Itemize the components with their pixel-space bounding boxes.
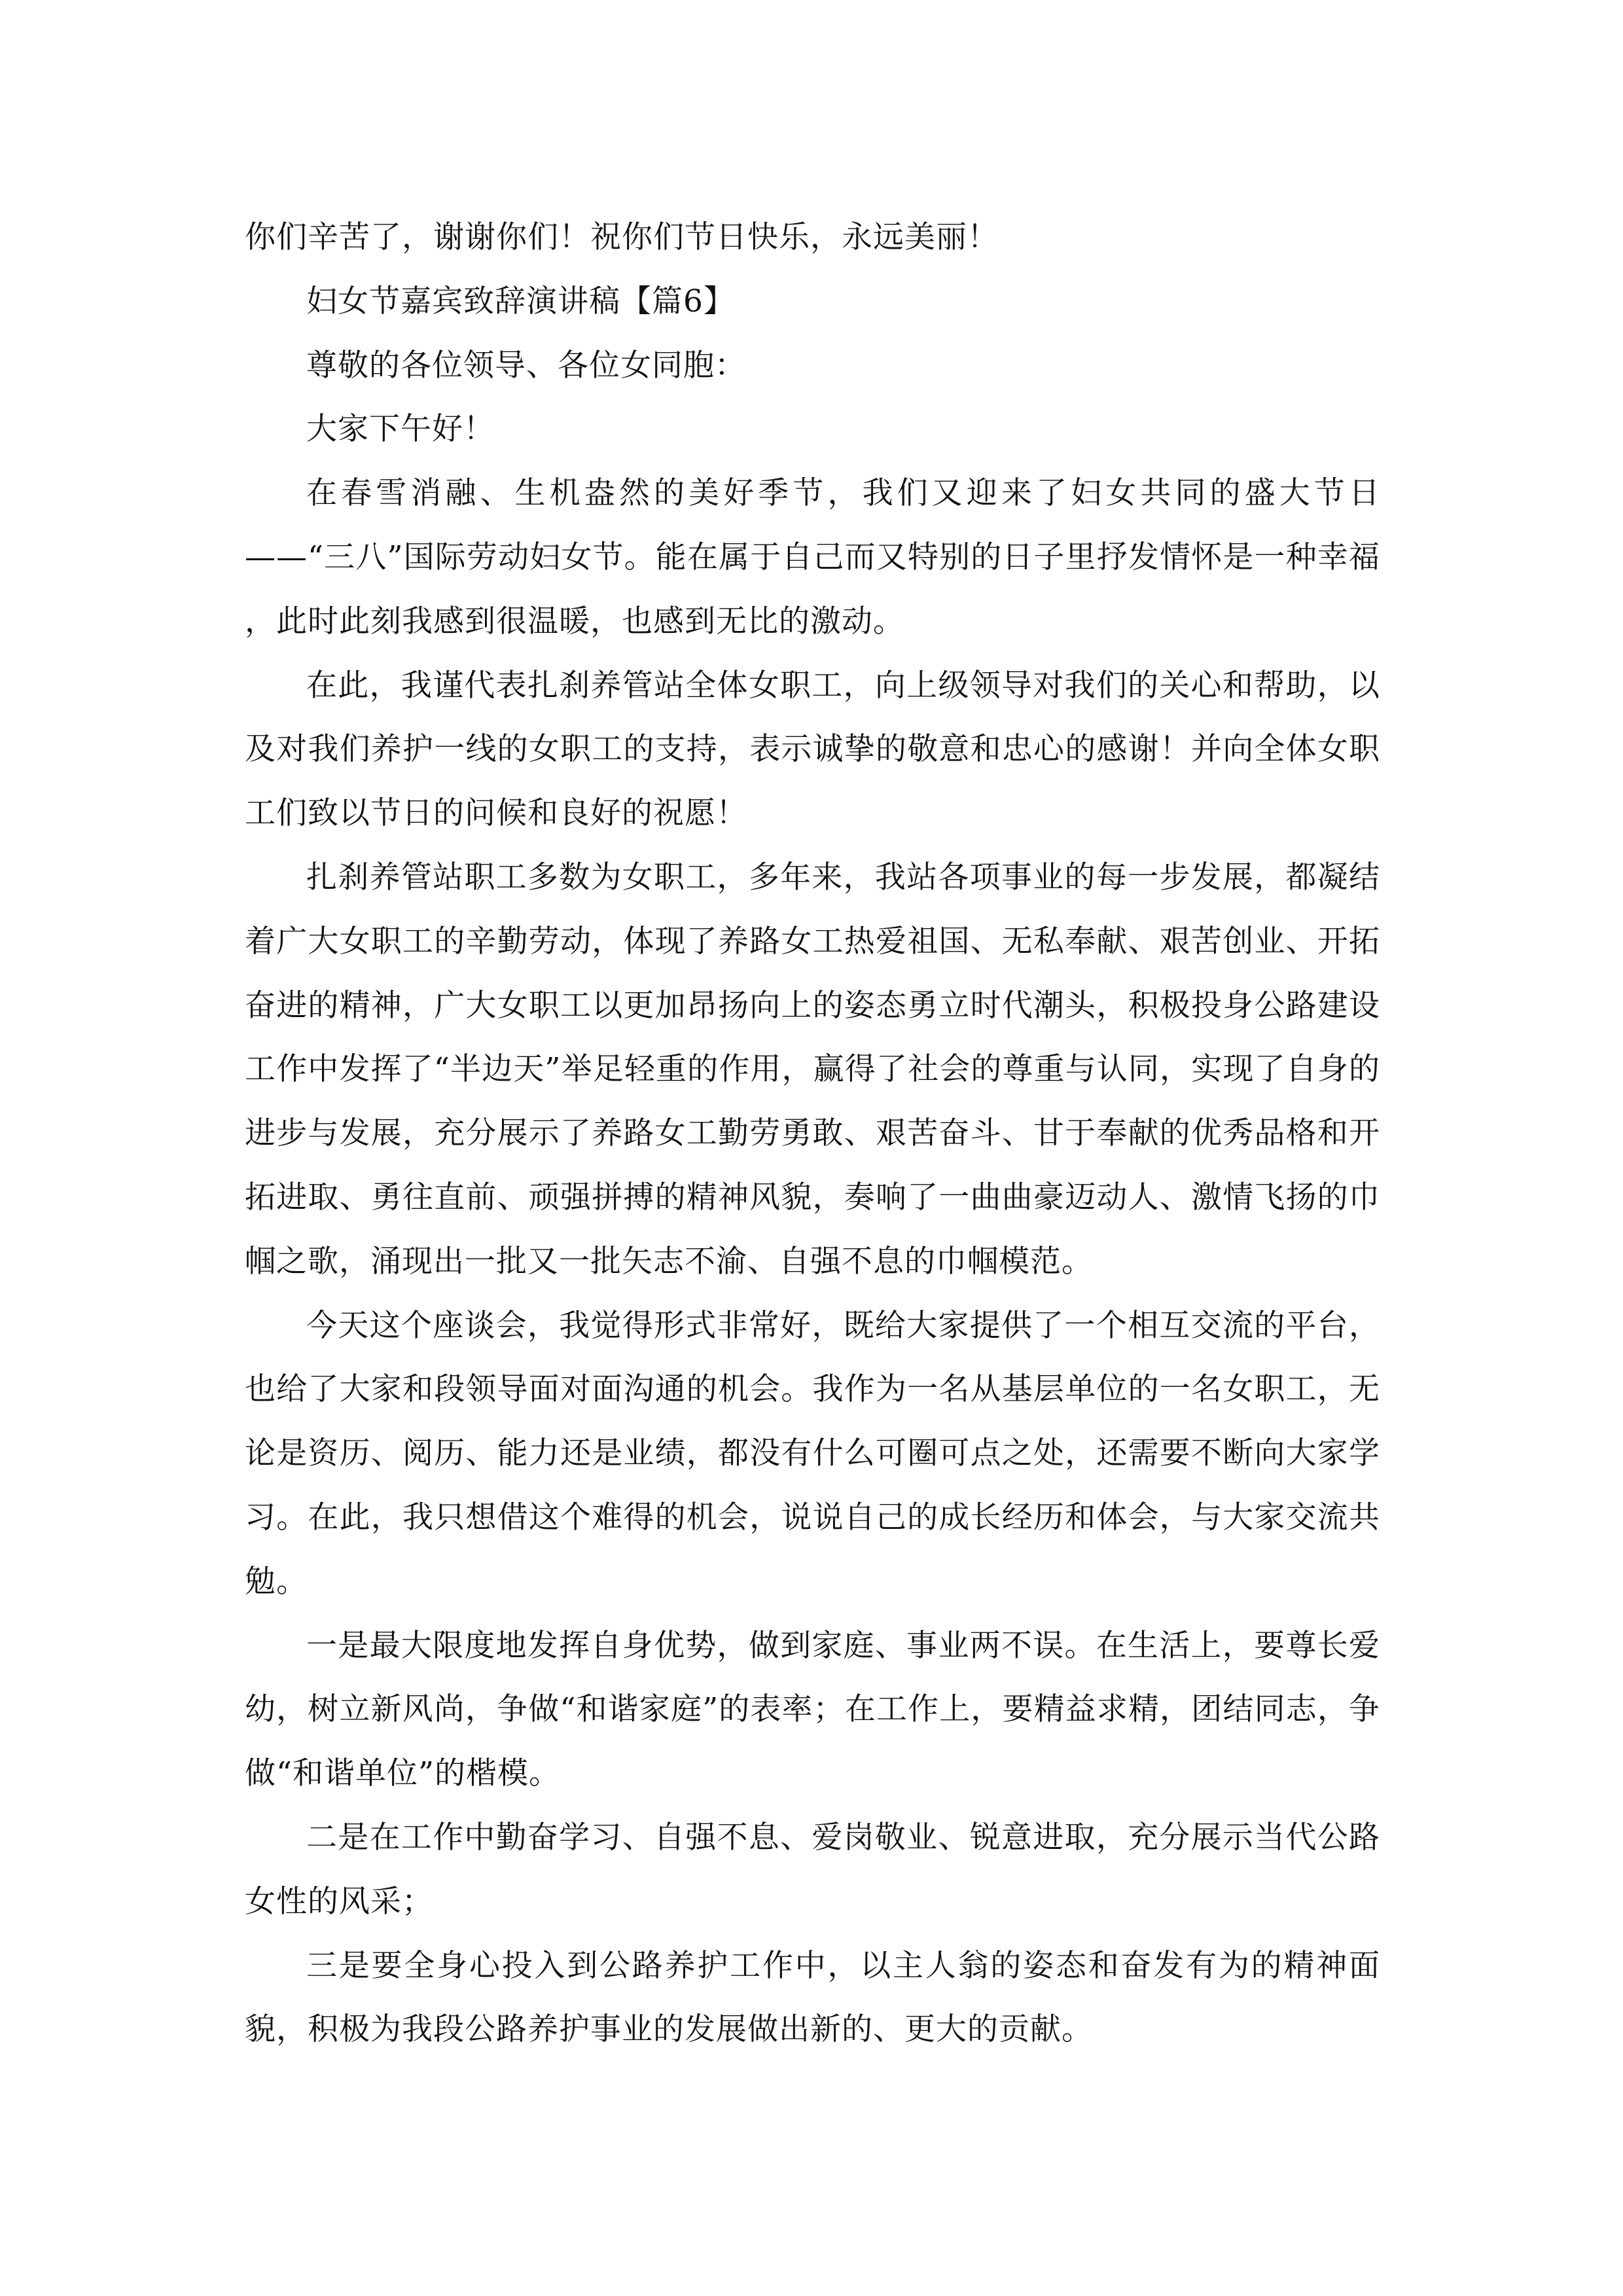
closing-line: 你们辛苦了，谢谢你们！祝你们节日快乐，永远美丽！ [245, 219, 999, 255]
body-paragraph: 扎刹养管站职工多数为女职工，多年来，我站各项事业的每一步发展，都凝结着广大女职工的辛勤劳动，体现了养路女工热爱祖国、无私奉献、艰苦创业、开拓奋进的精神，广大女职工以更加昂扬向上的姿态勇立时代潮头，积极投身公路建设工作中发挥了“半边天”举足轻重的作用，赢得了社会的尊重与认同，实现了自身的进步与发展，充分展示了养路女工勤劳勇敢、艰苦奋斗、甘于奉献的优秀品格和开拓进取、勇往直前、顽强拼搏的精神风貌，奏响了一曲曲豪迈动人、激情飞扬的巾帼之歌，涌现出一批又一批矢志不渝、自强不息的巾帼模范。 [245, 859, 1380, 1280]
document-body [245, 206, 1380, 2062]
body-paragraph: 在此，我谨代表扎刹养管站全体女职工，向上级领导对我们的关心和帮助，以及对我们养护一线的女职工的支持，表示诚挚的敬意和忠心的感谢！并向全体女职工们致以节日的问候和良好的祝愿！ [245, 667, 1380, 832]
salutation: 尊敬的各位领导、各位女同胞： [306, 347, 746, 384]
body-paragraph: 一是最大限度地发挥自身优势，做到家庭、事业两不误。在生活上，要尊长爱幼，树立新风尚，争做“和谐家庭”的表率；在工作上，要精益求精，团结同志，争做“和谐单位”的楷模。 [245, 1627, 1380, 1792]
body-paragraph: 今天这个座谈会，我觉得形式非常好，既给大家提供了一个相互交流的平台，也给了大家和段领导面对面沟通的机会。我作为一名从基层单位的一名女职工，无论是资历、阅历、能力还是业绩，都没有什么可圈可点之处，还需要不断向大家学习。在此，我只想借这个难得的机会，说说自己的成长经历和体会，与大家交流共勉。 [245, 1307, 1380, 1600]
body-paragraph: 三是要全身心投入到公路养护工作中，以主人翁的姿态和奋发有为的精神面貌，积极为我段公路养护事业的发展做出新的、更大的贡献。 [245, 1947, 1380, 2048]
body-paragraph: 二是在工作中勤奋学习、自强不息、爱岗敬业、锐意进取，充分展示当代公路女性的风采； [245, 1819, 1380, 1920]
greeting: 大家下午好！ [306, 411, 495, 448]
body-paragraph: 在春雪消融、生机盎然的美好季节，我们又迎来了妇女共同的盛大节日——“三八”国际劳动妇女节。能在属于自己而又特别的日子里抒发情怀是一种幸福 ，此时此刻我感到很温暖，也感到无比的激动。 [245, 475, 1380, 639]
section-heading: 妇女节嘉宾致辞演讲稿【篇6】 [306, 283, 735, 319]
